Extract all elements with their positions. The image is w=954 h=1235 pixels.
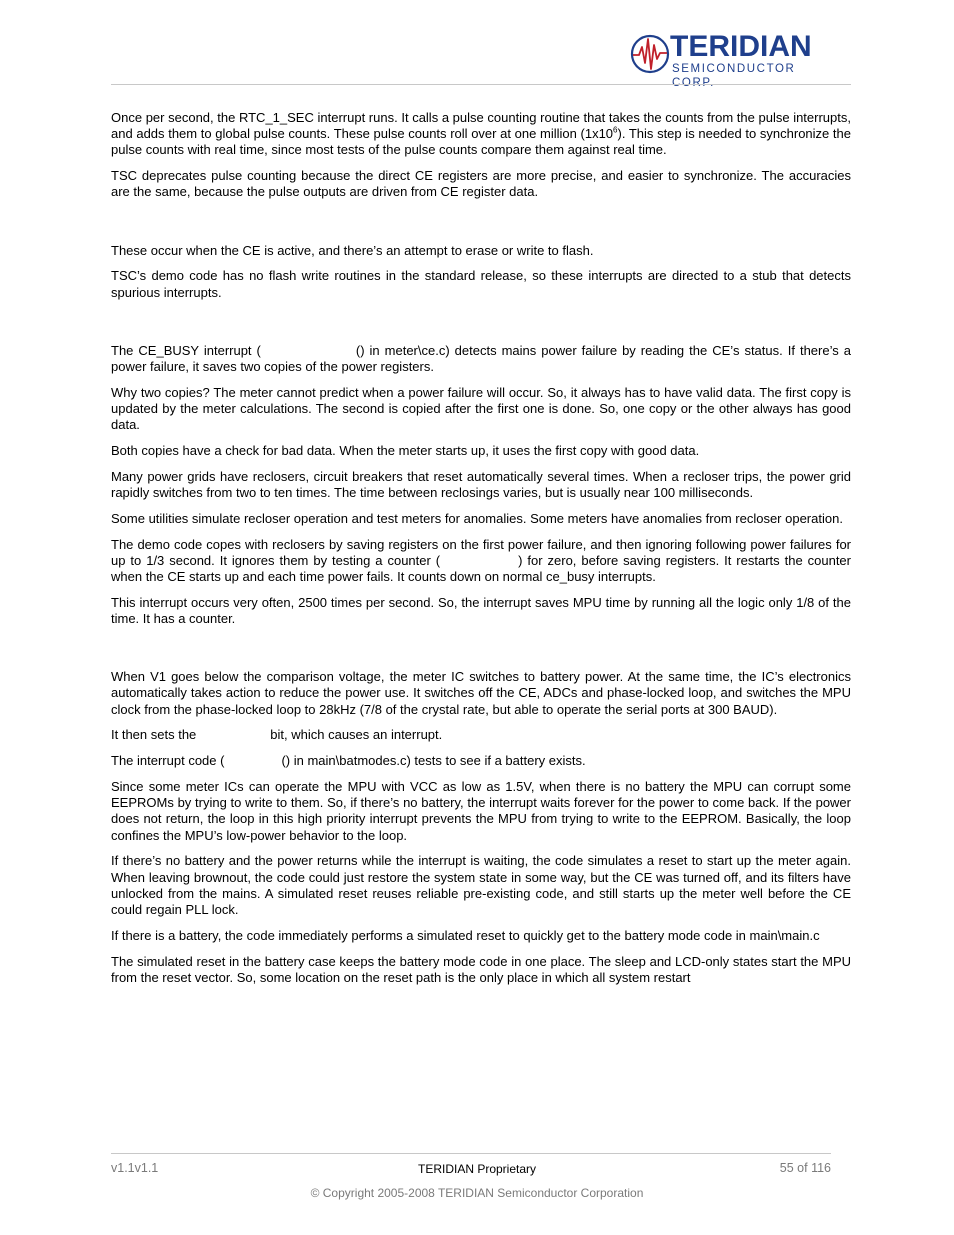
paragraph-battery-present: If there is a battery, the code immediately performs a simulated reset to quickly get to the battery mode code in main\main.c [111,927,820,943]
paragraph-ce-busy: The CE_BUSY interrupt ( () in meter\ce.c) detects mains power failure by reading the CE’s status. If there’s a power failure, it saves two copies of the power registers. [111,342,851,375]
paragraph-interrupt-frequency: This interrupt occurs very often, 2500 times per second. So, the interrupt saves MPU time by running all the logic only 1/8 of the time. It has a counter. [111,594,851,627]
footer-page-number: 55 of 116 [779,1161,831,1175]
paragraph-power-returns: If there’s no battery and the power returns while the interrupt is waiting, the code simulates a reset to start up the meter again. When leaving brownout, the code could just restore the system state in some way, but the CE was turned off, and its filters have unlocked from the mains. A simulated reset reuses reliable pre-existing code, and still starts up the meter well before the CE could regain PLL lock. [111,853,851,918]
superscript-exponent: 6 [613,125,618,135]
paragraph-brownout: When V1 goes below the comparison voltage, the meter IC switches to battery power. At the same time, the IC’s electronics automatically takes action to reduce the power use. It switches off the CE, ADCs and phase-locked loop, and switches the MPU clock from the phase-locked loop to 28kHz (7/8 of the crystal rate, but able to operate the serial ports at 300 BAUD). [111,669,851,717]
paragraph-no-battery: Since some meter ICs can operate the MPU with VCC as low as 1.5V, when there is no battery the MPU can corrupt some EEPROMs by trying to write to them. So, if there’s no battery, the interrupt waits forever for the power to come back. If the power does not return, the loop in this high priority interrupt prevents the MPU from trying to write to the EEPROM. Basically, the loop confines the MPU’s low-power behavior to the loop. [111,779,851,843]
paragraph-recloser-tests: Some utilities simulate recloser operation and test meters for anomalies. Some meters have anomalies from recloser operation. [111,510,843,526]
paragraph-tsc-deprecates: TSC deprecates pulse counting because the direct CE registers are more precise, and easier to synchronize. The accuracies are the same, because the pulse outputs are driven from CE register data. [111,168,851,200]
footer-copyright: © Copyright 2005-2008 TERIDIAN Semiconductor Corporation [310,1186,644,1200]
document-body [111,110,851,986]
paragraph-rtc-interrupt: Once per second, the RTC_1_SEC interrupt runs. It calls a pulse counting routine that takes the counts from the pulse interrupts, and adds them to global pulse counts. These pulse counts roll over at one million $(1x10^6)$. This step is needed to synchronize the pulse counts with real time, since most tests of the pulse counts compare them against real time. [111,110,852,158]
paragraph-simulated-reset: The simulated reset in the battery case keeps the battery mode code in one place. The sleep and LCD-only states start the MPU from the reset vector. So, some location on the reset path is the only place in which all system restart [111,953,851,985]
logo-wordmark: TERIDIAN [670,30,812,63]
paragraph-interrupt-code: The interrupt code ( () in main\batmodes.c) tests to see if a battery exists. [111,753,586,769]
paragraph-flash-stub: TSC’s demo code has no flash write routines in the standard release, so these interrupts are directed to a stub that detects spurious interrupts. [111,268,851,300]
paragraph-recloser-handling: The demo code copes with reclosers by saving registers on the first power failure, and then ignoring following power failures for up to 1/3 second. It ignores them by testing a counter ( ) for zero, before saving registers. It restarts the counter when the CE starts up and each time power fails. It counts down on normal ce_busy interrupts. [111,536,851,585]
teridian-logo [630,30,830,89]
header-divider [111,84,851,85]
paragraph-flash-interrupt: These occur when the CE is active, and there’s an attempt to erase or write to flash. [111,242,594,258]
paragraph-bad-data-check: Both copies have a check for bad data. When the meter starts up, it uses the first copy with good data. [111,443,700,459]
paragraph-sets-bit: It then sets the bit, which causes an interrupt. [111,727,443,743]
teridian-waveform-icon [630,33,670,75]
footer-divider [111,1153,831,1154]
logo-subtitle: SEMICONDUCTOR CORP. [672,63,796,89]
footer-version: v1.1v1.1 [111,1161,159,1175]
paragraph-reclosers: Many power grids have reclosers, circuit breakers that reset automatically several times. When a recloser trips, the power grid rapidly switches from two to ten times. The time between reclosings varies, but is usually near 100 milliseconds. [111,468,851,501]
paragraph-two-copies: Why two copies? The meter cannot predict when a power failure will occur. So, it always has to have valid data. The first copy is updated by the meter calculations. The second is copied after the first one is done. So, one copy or the other always has good data. [111,384,851,433]
footer-proprietary: TERIDIAN Proprietary [417,1162,537,1176]
